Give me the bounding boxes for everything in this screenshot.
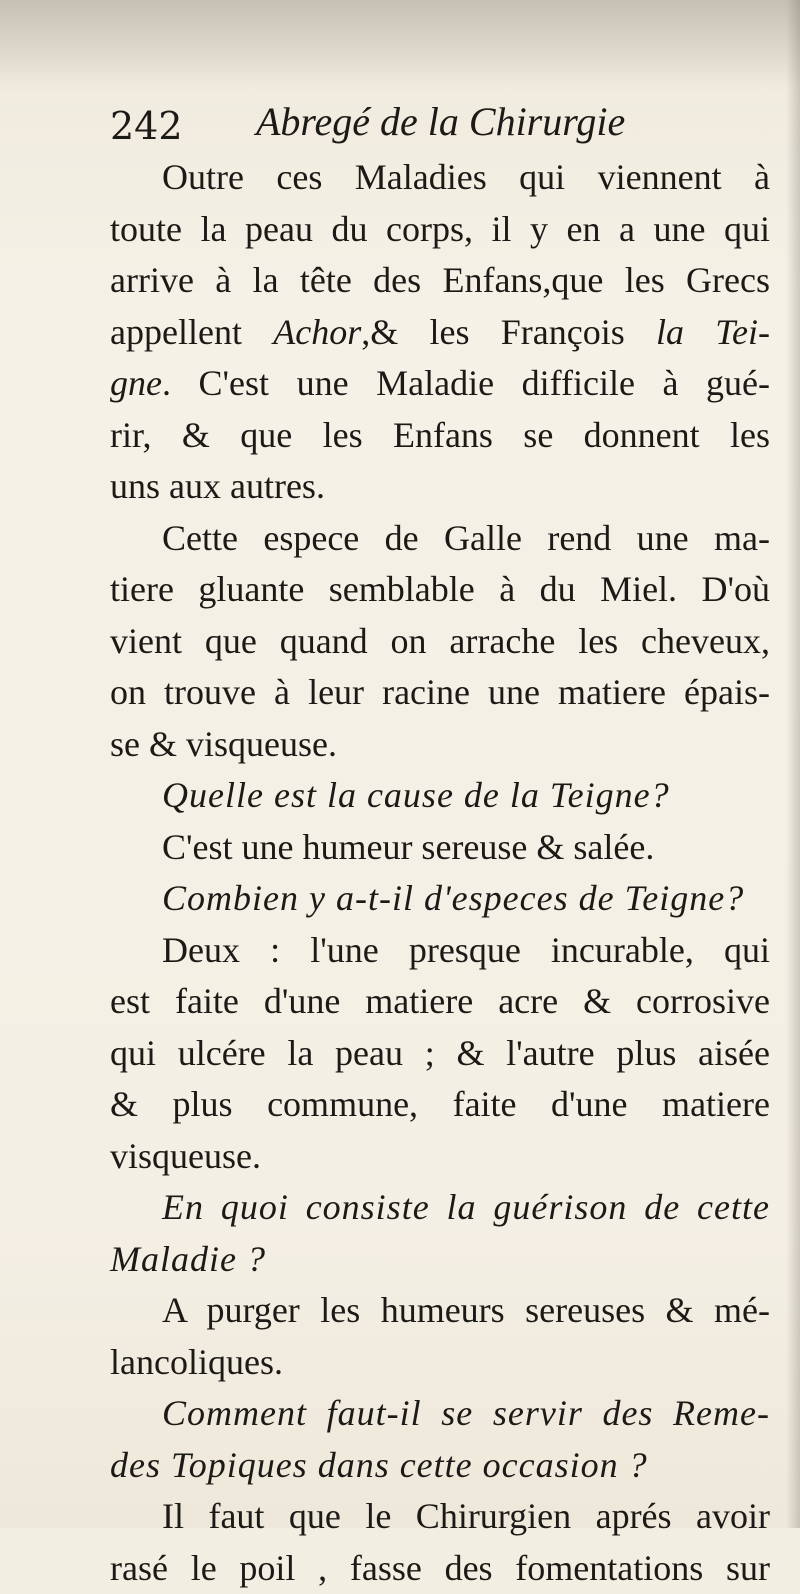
answer-line: Deux : l'une presque incurable, qui [110,925,770,977]
text-line: on trouve à leur racine une matiere épais- [110,667,770,719]
text-line: rir, & que les Enfans se donnent les [110,410,770,462]
text-run: appellent [110,312,273,352]
answer-line: Il faut que le Chirurgien aprés avoir [110,1491,770,1543]
question-line: Maladie ? [110,1234,770,1286]
text-line [110,307,770,359]
text-line: arrive à la tête des Enfans,que les Grecs [110,255,770,307]
question-line: Quelle est la cause de la Teigne? [110,770,770,822]
text-run: ,& les François [361,312,656,352]
answer-line: A purger les humeurs sereuses & mé- [110,1285,770,1337]
question-line: Comment faut-il se servir des Reme- [110,1388,770,1440]
text-line: uns aux autres. [110,461,770,513]
text-line: est faite d'une matiere acre & corrosive [110,976,770,1028]
page-edge-shadow [786,0,800,1528]
page-top-shadow [0,0,800,90]
text-line: Outre ces Maladies qui viennent à [110,152,770,204]
text-line: Cette espece de Galle rend une ma- [110,513,770,565]
question-line: Combien y a-t-il d'especes de Teigne? [110,873,770,925]
text-run: . C'est une Maladie difficile à gué- [162,363,770,403]
text-line: rasé le poil , fasse des fomentations sur [110,1543,770,1594]
answer-line: C'est une humeur sereuse & salée. [110,822,770,874]
text-line [110,358,770,410]
italic-term-gne: gne [110,363,162,403]
text-line: visqueuse. [110,1131,770,1183]
running-title: Abregé de la Chirurgie [256,98,625,145]
question-line: des Topiques dans cette occasion ? [110,1440,770,1492]
text-line: se & visqueuse. [110,719,770,771]
text-line: & plus commune, faite d'une matiere [110,1079,770,1131]
text-line: toute la peau du corps, il y en a une qui [110,204,770,256]
text-line: vient que quand on arrache les cheveux, [110,616,770,668]
text-line: lancoliques. [110,1337,770,1389]
page-number: 242 [110,104,183,148]
italic-term-teigne: la Tei- [656,312,770,352]
italic-term-achor: Achor [273,312,361,352]
body-text [110,152,770,1594]
question-line: En quoi consiste la guérison de cette [110,1182,770,1234]
page-header [110,98,770,154]
text-line: qui ulcére la peau ; & l'autre plus aisée [110,1028,770,1080]
text-line: tiere gluante semblable à du Miel. D'où [110,564,770,616]
